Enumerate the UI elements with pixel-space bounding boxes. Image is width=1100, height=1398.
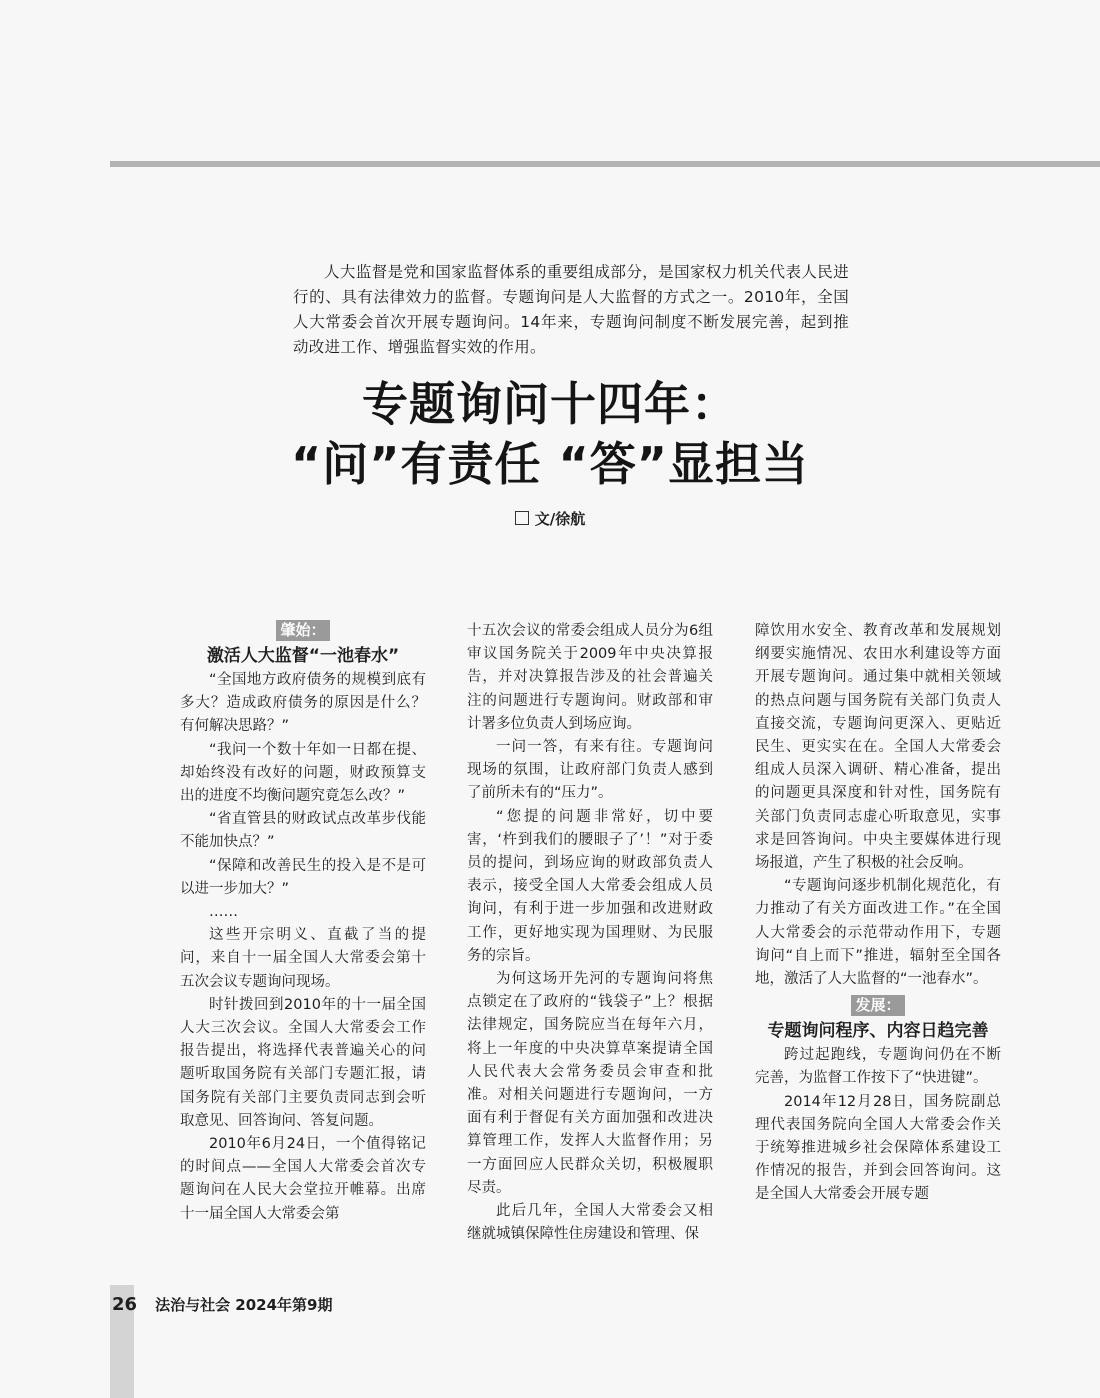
- title-line-1: 专题询问十四年：: [362, 377, 738, 431]
- paragraph: 跨过起跑线，专题询问仍在不断完善，为监督工作按下了“快进键”。: [755, 1047, 1001, 1087]
- paragraph: “专题询问逐步机制化规范化，有力推动了有关方面改进工作。”在全国人大常委会的示范带动作用下，专题询问“自上而下”推进，辐射至全国各地，激活了人大监督的“一池春水”。: [755, 878, 1001, 988]
- section-tag-1: 肇始：: [180, 620, 426, 643]
- paragraph: 为何这场开先河的专题询问将焦点锁定在了政府的“钱袋子”上？根据法律规定，国务院应当在每年六月，将上一年度的中央决算草案提请全国人民代表大会常务委员会审查和批准。对相关问题进行专题询问，一方面有利于督促有关方面加强和改进决算管理工作，发挥人大监督作用；另一方面回应人民群众关切，积极履职尽责。: [467, 971, 713, 1196]
- paragraph: 障饮用水安全、教育改革和发展规划纲要实施情况、农田水利建设等方面开展专题询问。通过集中就相关领域的热点问题与国务院有关部门负责人直接交流，专题询问更深入、更贴近民生、更实实在在。全国人大常委会组成人员深入调研、精心准备，提出的问题更具深度和针对性，国务院有关部门负责同志虚心听取意见，实事求是回答询问。中央主要媒体进行现场报道，产生了积极的社会反响。: [755, 623, 1001, 872]
- top-rule: [110, 161, 1100, 167]
- paragraph: 2014年12月28日，国务院副总理代表国务院向全国人大常委会作关于统筹推进城乡社会保障体系建设工作情况的报告，并到会回答询问。这是全国人大常委会开展专题: [755, 1093, 1001, 1203]
- magazine-issue: 法治与社会 2024年第9期: [155, 1296, 333, 1314]
- column-3: [755, 620, 1001, 1207]
- paragraph: “我问一个数十年如一日都在提、却始终没有改好的问题，财政预算支出的进度不均衡问题究竟怎么改？”: [180, 741, 426, 805]
- paragraph: ……: [209, 904, 238, 921]
- paragraph: 这些开宗明义、直截了当的提问，来自十一届全国人大常委会第十五次会议专题询问现场。: [180, 927, 426, 990]
- section-title-2: 专题询问程序、内容日趋完善: [767, 1021, 989, 1042]
- page-number: 26: [112, 1294, 138, 1315]
- paragraph: 时针拨回到2010年的十一届全国人大三次会议。全国人大常委会工作报告提出，将选择代表普遍关心的问题听取国务院有关部门专题汇报，请国务院有关部门主要负责同志到会听取意见、回答询问、答复问题。: [180, 996, 426, 1129]
- column-2: [467, 620, 713, 1246]
- section-title-1: 激活人大监督“一池春水”: [206, 646, 400, 666]
- paragraph: “保障和改善民生的投入是不是可以进一步加大？”: [180, 857, 426, 897]
- footer: [112, 1294, 332, 1315]
- paragraph: 此后几年，全国人大常委会又相继就城镇保障性住房建设和管理、保: [467, 1203, 713, 1243]
- paragraph: 2010年6月24日，一个值得铭记的时间点——全国人大常委会首次专题询问在人民大会堂拉开帷幕。出席十一届全国人大常委会第: [180, 1136, 426, 1222]
- title-line-2: “问”有责任 “答”显担当: [291, 437, 809, 491]
- paragraph: 一问一答，有来有往。专题询问现场的氛围，让政府部门负责人感到了前所未有的“压力”。: [467, 739, 713, 802]
- column-1: [180, 620, 426, 1226]
- byline: [0, 508, 1100, 529]
- square-icon: [515, 511, 529, 525]
- paragraph: “省直管县的财政试点改革步伐能不能加快点？”: [180, 811, 426, 851]
- paragraph: “您提的问题非常好，切中要害，‘杵到我们的腰眼子了’！”对于委员的提问，到场应询的财政部负责人表示，接受全国人大常委会组成人员询问，有利于进一步加强和改进财政工作，更好地实现为国理财、为民服务的宗旨。: [467, 808, 713, 964]
- paragraph: “全国地方政府债务的规模到底有多大？造成政府债务的原因是什么？有何解决思路？”: [180, 672, 426, 735]
- paragraph: 十五次会议的常委会组成人员分为6组审议国务院关于2009年中央决算报告，并对决算报告涉及的社会普遍关注的问题进行专题询问。财政部和审计署多位负责人到场应询。: [467, 623, 713, 732]
- author: 文/徐航: [534, 510, 586, 528]
- section-tag-2: 发展：: [755, 995, 1001, 1018]
- intro-paragraph: 人大监督是党和国家监督体系的重要组成部分，是国家权力机关代表人民进行的、具有法律效力的监督。专题询问是人大监督的方式之一。2010年，全国人大常委会首次开展专题询问。14年来，专题询问制度不断发展完善，起到推动改进工作、增强监督实效的作用。: [293, 262, 849, 356]
